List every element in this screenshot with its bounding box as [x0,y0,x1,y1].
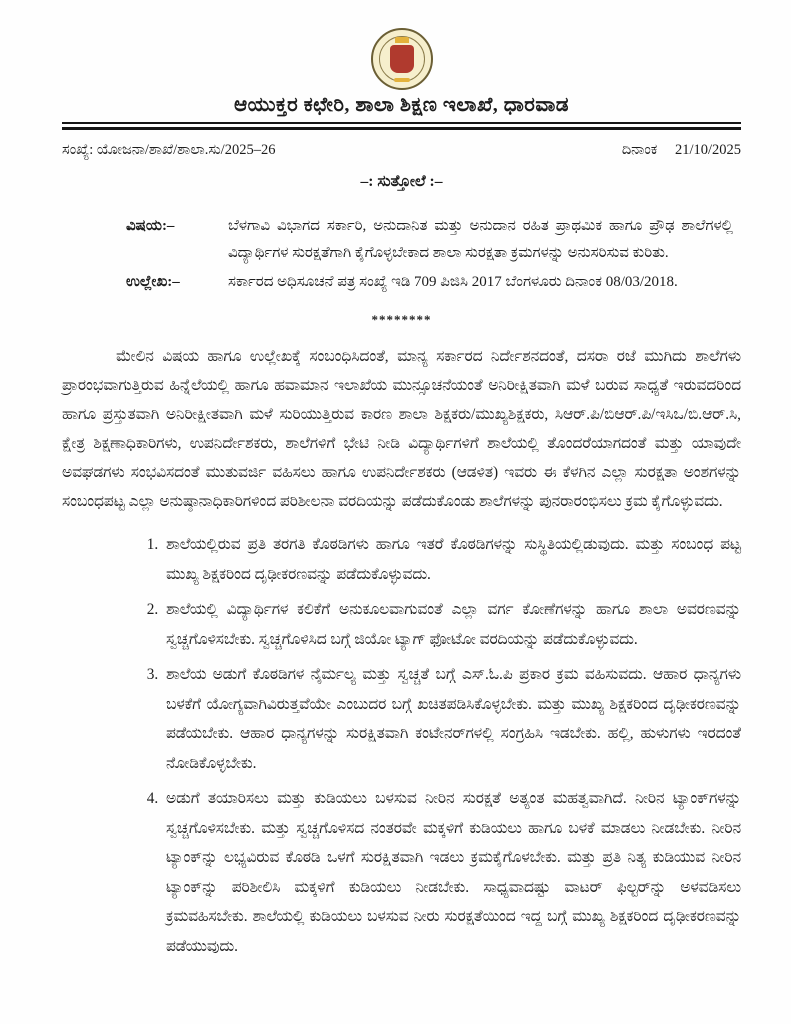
emblem-red-shield [390,45,414,73]
reference-label: ಉಲ್ಲೇಖ:– [126,274,180,290]
reference-block [62,269,741,296]
body-paragraph: ಮೇಲಿನ ವಿಷಯ ಹಾಗೂ ಉಲ್ಲೇಖಕ್ಕೆ ಸಂಬಂಧಿಸಿದಂತೆ, ಮಾನ್ಯ ಸರ್ಕಾರದ ನಿರ್ದೇಶನದಂತೆ, ದಸರಾ ರಜೆ ಮುಗಿದು ಶಾಲೆಗಳು ಪ್ರಾರಂಭವಾಗುತ್ತಿರುವ ಹಿನ್ನೆಲೆಯಲ್ಲಿ ಹಾಗೂ ಹವಾಮಾನ ಇಲಾಖೆಯ ಮುನ್ಸೂಚನೆಯಂತೆ ಅನಿರೀಕ್ಷಿತವಾಗಿ ಮಳೆ ಬರುವ ಸಾಧ್ಯತೆ ಇರುವದರಿಂದ ಹಾಗೂ ಪ್ರಸ್ತುತವಾಗಿ ಅನಿರೀಕ್ಷೀತವಾಗಿ ಮಳೆ ಸುರಿಯುತ್ತಿರುವ ಕಾರಣ ಶಾಲಾ ಶಿಕ್ಷಕರು/ಮುಖ್ಯಶಿಕ್ಷಕರು, ಸಿಆರ್.ಪಿ/ಬಿಆರ್.ಪಿ/ಇಸಿಒ/ಬಿ.ಆರ್.ಸಿ, ಕ್ಷೇತ್ರ ಶಿಕ್ಷಣಾಧಿಕಾರಿಗಳು, ಉಪನಿರ್ದೇಶಕರು, ಶಾಲೆಗಳಿಗೆ ಭೇಟಿ ನೀಡಿ ವಿದ್ಯಾರ್ಥಿಗಳಿಗೆ ಶಾಲೆಯಲ್ಲಿ ತೊಂದರೆಯಾಗದಂತೆ ಮತ್ತು ಯಾವುದೇ ಅವಘಡಗಳು ಸಂಭವಿಸದಂತೆ ಮುತುವರ್ಜಿ ವಹಿಸಲು ಹಾಗೂ ಉಪನಿರ್ದೇಶಕರು (ಆಡಳಿತ) ಇವರು ಈ ಕೆಳಗಿನ ಎಲ್ಲಾ ಸುರಕ್ಷತಾ ಅಂಶಗಳನ್ನು ಸಂಬಂಧಪಟ್ಟ ಎಲ್ಲಾ ಅನುಷ್ಠಾನಾಧಿಕಾರಿಗಳಿಂದ ಪರಿಶೀಲನಾ ವರದಿಯನ್ನು ಪಡೆದುಕೊಂಡು ಶಾಲೆಗಳನ್ನು ಪುನರಾರಂಭಿಸಲು ಕ್ರಮ ಕೈಗೊಳ್ಳುವದು. [62,348,741,510]
date-group [622,142,741,159]
reference-number: ಸಂಖ್ಯೆ: ಯೋಜನಾ/ಶಾಖೆ/ಶಾಲಾ.ಸು/2025–26 [62,142,276,158]
list-item: 4. ಅಡುಗೆ ತಯಾರಿಸಲು ಮತ್ತು ಕುಡಿಯಲು ಬಳಸುವ ನೀರಿನ ಸುರಕ್ಷತೆ ಅತ್ಯಂತ ಮಹತ್ವವಾಗಿದೆ. ನೀರಿನ ಟ್ಯಾಂಕ್‌ಗಳನ್ನು ಸ್ವಚ್ಚಗೊಳಿಸಬೇಕು. ಮತ್ತು ಸ್ವಚ್ಚಗೊಳಿಸದ ನಂತರವೇ ಮಕ್ಕಳಿಗೆ ಕುಡಿಯಲು ಹಾಗೂ ಬಳಕೆ ಮಾಡಲು ನೀಡಬೇಕು. ನೀರಿನ ಟ್ಯಾಂಕ್‌ನ್ನು ಲಭ್ಯವಿರುವ ಕೊಠಡಿ ಒಳಗೆ ಸುರಕ್ಷಿತವಾಗಿ ಇಡಲು ಕ್ರಮಕೈಗೊಳಬೇಕು. ಮತ್ತು ಪ್ರತಿ ನಿತ್ಯ ಕುಡಿಯುವ ನೀರಿನ ಟ್ಯಾಂಕ್‌ನ್ನು ಪರಿಶೀಲಿಸಿ ಮಕ್ಕಳಿಗೆ ಕುಡಿಯಲು ನೀಡಬೇಕು. ಸಾಧ್ಯವಾದಷ್ಟು ವಾಟರ್ ಫಿಲ್ಟರ್‌ನ್ನು ಅಳವಡಿಸಲು ಕ್ರಮವಹಿಸಬೇಕು. ಶಾಲೆಯಲ್ಲಿ ಕುಡಿಯಲು ಬಳಸುವ ನೀರು ಸುರಕ್ಷತೆಯಿಂದ ಇದ್ದ ಬಗ್ಗೆ ಮುಖ್ಯ ಶಿಕ್ಷಕರಿಂದ ದೃಢೀಕರಣವನ್ನು ಪಡೆಯುವುದು. [162,784,741,961]
separator-stars: ******** [371,312,432,327]
circular-heading: –: ಸುತ್ತೋಲೆ :– [360,173,443,190]
emblem-crown-detail [395,37,409,43]
office-title: ಆಯುಕ್ತರ ಕಛೇರಿ, ಶಾಲಾ ಶಿಕ್ಷಣ ಇಲಾಖೆ, ಧಾರವಾಡ [233,94,570,116]
date-value: 21/10/2025 [674,142,741,158]
reference-date-row [62,142,741,159]
safety-points-list [62,530,741,961]
list-item: 2. ಶಾಲೆಯಲ್ಲಿ ವಿದ್ಯಾರ್ಥಿಗಳ ಕಲಿಕೆಗೆ ಅನುಕೂಲವಾಗುವಂತೆ ಎಲ್ಲಾ ವರ್ಗ ಕೋಣೆಗಳನ್ನು ಹಾಗೂ ಶಾಲಾ ಅವರಣವನ್ನು ಸ್ವಚ್ಚಗೊಳಿಸಬೇಕು. ಸ್ವಚ್ಚಗೊಳಿಸಿದ ಬಗ್ಗೆ ಜಿಯೋ ಟ್ಯಾಗ್ ಫೋಟೋ ವರದಿಯನ್ನು ಪಡೆದುಕೊಳ್ಳುವದು. [162,595,741,654]
list-item: 3. ಶಾಲೆಯ ಅಡುಗೆ ಕೊಠಡಿಗಳ ನೈರ್ಮಲ್ಯ ಮತ್ತು ಸ್ವಚ್ಚತೆ ಬಗ್ಗೆ ಎಸ್.ಓ.ಪಿ ಪ್ರಕಾರ ಕ್ರಮ ವಹಿಸುವದು. ಆಹಾರ ಧಾನ್ಯಗಳು ಬಳಕೆಗೆ ಯೋಗ್ಯವಾಗಿವಿರುತ್ತವೆಯೇ ಎಂಬುದರ ಬಗ್ಗೆ ಖಚಿತಪಡಿಸಿಕೊಳ್ಳಬೇಕು. ಮತ್ತು ಮುಖ್ಯ ಶಿಕ್ಷಕರಿಂದ ದೃಢೀಕರಣವನ್ನು ಪಡೆಯಬೇಕು. ಆಹಾರ ಧಾನ್ಯಗಳನ್ನು ಸುರಕ್ಷಿತವಾಗಿ ಕಂಟೇನರ್‌ಗಳಲ್ಲಿ ಸಂಗ್ರಹಿಸಿ ಇಡಬೇಕು. ಹಲ್ಲಿ, ಹುಳುಗಳು ಇರದಂತೆ ನೋಡಿಕೊಳ್ಳಬೇಕು. [162,660,741,778]
header-double-rule [62,122,741,130]
karnataka-emblem-logo [371,28,433,90]
date-label: ದಿನಾಂಕ [621,142,658,158]
list-item: 1. ಶಾಲೆಯಲ್ಲಿರುವ ಪ್ರತಿ ತರಗತಿ ಕೊಠಡಿಗಳು ಹಾಗೂ ಇತರೆ ಕೊಠಡಿಗಳನ್ನು ಸುಸ್ಥಿತಿಯಲ್ಲಿಡುವುದು. ಮತ್ತು ಸಂಬಂಧ ಪಟ್ಟ ಮುಖ್ಯ ಶಿಕ್ಷಕರಿಂದ ದೃಢೀಕರಣವನ್ನು ಪಡೆದುಕೊಳ್ಳುವದು. [162,530,741,589]
subject-block [62,213,741,267]
reference-text: ಸರ್ಕಾರದ ಅಧಿಸೂಚನೆ ಪತ್ರ ಸಂಖ್ಯೆ ಇಡಿ 709 ಪಿಜಿಸಿ 2017 ಬೆಂಗಳೂರು ದಿನಾಂಕ 08/03/2018. [228,274,678,290]
emblem-gold-band [394,78,410,82]
subject-label: ವಿಷಯ:– [126,218,175,234]
subject-text: ಬೆಳಗಾವಿ ವಿಭಾಗದ ಸರ್ಕಾರಿ, ಅನುದಾನಿತ ಮತ್ತು ಅನುದಾನ ರಹಿತ ಪ್ರಾಥಮಿಕ ಹಾಗೂ ಪ್ರೌಢ ಶಾಲೆಗಳಲ್ಲಿ ವಿದ್ಯಾರ್ಥಿಗಳ ಸುರಕ್ಷತೆಗಾಗಿ ಕೈಗೊಳ್ಳಬೇಕಾದ ಶಾಲಾ ಸುರಕ್ಷತಾ ಕ್ರಮಗಳನ್ನು ಅನುಸರಿಸುವ ಕುರಿತು. [228,218,733,261]
